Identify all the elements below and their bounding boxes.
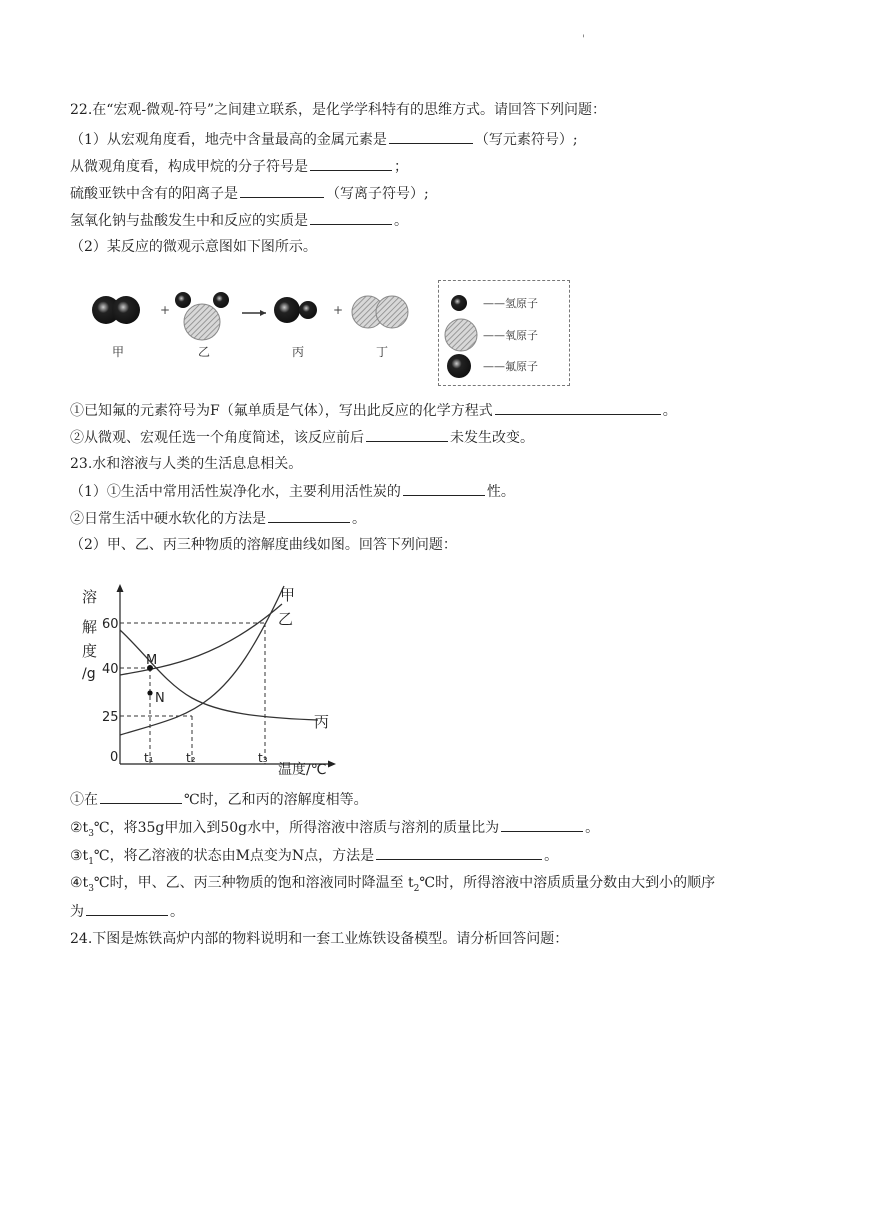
ylabel-4: /g (82, 666, 96, 682)
label-ding: 丁 (376, 345, 389, 359)
answer-blank[interactable] (366, 427, 448, 442)
label-n: N (155, 691, 165, 706)
legend-oxygen: ——氧原子 (483, 329, 538, 342)
ylabel-3: 度 (82, 642, 98, 660)
answer-blank[interactable] (100, 789, 182, 804)
answer-blank[interactable] (268, 508, 350, 523)
molecule-jia (92, 296, 140, 324)
answer-blank[interactable] (86, 901, 168, 916)
plus-sign: + (160, 303, 171, 317)
y-tick-60: 60 (102, 617, 119, 632)
series-label-yi: 乙 (278, 610, 294, 628)
x-tick-t1: t₁ (144, 751, 154, 765)
q22-part1d: 氢氧化钠与盐酸发生中和反应的实质是 。 (70, 210, 408, 231)
q22-sub1: ①已知氟的元素符号为F（氟单质是气体），写出此反应的化学方程式 。 (70, 400, 677, 421)
ylabel-2: 解 (82, 618, 98, 636)
q22-part1a: （1）从宏观角度看，地壳中含量最高的金属元素是 （写元素符号）; (70, 129, 578, 150)
molecule-ding (352, 296, 408, 328)
answer-blank[interactable] (240, 183, 324, 198)
q23-sub4: $④t_3℃$时，甲、乙、丙三种物质的饱和溶液同时降温至 $t_2℃$时，所得溶液中溶质质量分数由大到小的顺序 (70, 875, 716, 894)
q22-part1b: 从微观角度看，构成甲烷的分子符号是 ； (70, 156, 408, 177)
y-tick-40: 40 (102, 662, 119, 677)
label-jia: 甲 (112, 345, 125, 359)
answer-blank[interactable] (403, 481, 485, 496)
ylabel-1: 溶 (82, 588, 98, 606)
label-m: M (146, 653, 158, 668)
series-label-jia: 甲 (280, 586, 296, 604)
point-n (147, 690, 152, 695)
molecule-bing (274, 297, 317, 323)
x-axis-label: 温度/℃ (278, 762, 327, 778)
q23-sub2: $②t_3℃$，将35g甲加入到50g水中，所得溶液中溶质与溶剂的质量比为 。 (70, 817, 599, 844)
q22-title: 22.在“宏观-微观-符号”之间建立联系，是化学学科特有的思维方式。请回答下列问题： (70, 102, 607, 118)
q23-sub3: $③t_1℃$，将乙溶液的状态由M点变为N点，方法是 。 (70, 845, 558, 872)
top-mark: ' (582, 34, 585, 45)
q23-title: 23.水和溶液与人类的生活息息相关。 (70, 456, 303, 472)
q22-sub2: ②从微观、宏观任选一个角度简述，该反应前后 未发生改变。 (70, 427, 534, 448)
label-bing: 丙 (292, 345, 305, 359)
q22-part1c: 硫酸亚铁中含有的阳离子是 （写离子符号）; (70, 183, 429, 204)
answer-blank[interactable] (495, 400, 661, 415)
label-yi: 乙 (198, 345, 211, 359)
y-tick-25: 25 (102, 710, 119, 725)
answer-blank[interactable] (389, 129, 473, 144)
answer-blank[interactable] (376, 845, 542, 860)
guide-lines (120, 623, 265, 764)
molecule-yi (175, 292, 229, 340)
y-axis-arrow (117, 584, 124, 592)
curve-jia (120, 586, 284, 735)
q23-sub1: ①在 ℃时，乙和丙的溶解度相等。 (70, 789, 368, 810)
atom-legend (438, 280, 570, 386)
q22-part2: （2）某反应的微观示意图如下图所示。 (70, 239, 317, 255)
solubility-chart (70, 578, 350, 778)
x-tick-t2: t₂ (186, 751, 196, 765)
q24-title: 24.下图是炼铁高炉内部的物料说明和一套工业炼铁设备模型。请分析回答问题： (70, 931, 569, 947)
answer-blank[interactable] (501, 817, 583, 832)
x-tick-t3: t₃ (258, 751, 268, 765)
series-label-bing: 丙 (314, 713, 330, 731)
legend-hydrogen: ——氢原子 (483, 297, 538, 310)
answer-blank[interactable] (310, 156, 392, 171)
origin-label: 0 (110, 750, 119, 765)
q23-part1b: ②日常生活中硬水软化的方法是 。 (70, 508, 366, 529)
q23-part1a: （1）①生活中常用活性炭净化水，主要利用活性炭的 性。 (70, 481, 515, 502)
answer-blank[interactable] (310, 210, 392, 225)
q23-sub4-cont: 为 。 (70, 901, 184, 922)
arrow-head (260, 310, 266, 316)
q23-part2: （2）甲、乙、丙三种物质的溶解度曲线如图。回答下列问题： (70, 537, 457, 553)
curve-yi (120, 604, 282, 675)
legend-fluorine: ——氟原子 (483, 360, 538, 373)
plus-sign: + (333, 303, 344, 317)
x-axis-arrow (328, 761, 336, 768)
